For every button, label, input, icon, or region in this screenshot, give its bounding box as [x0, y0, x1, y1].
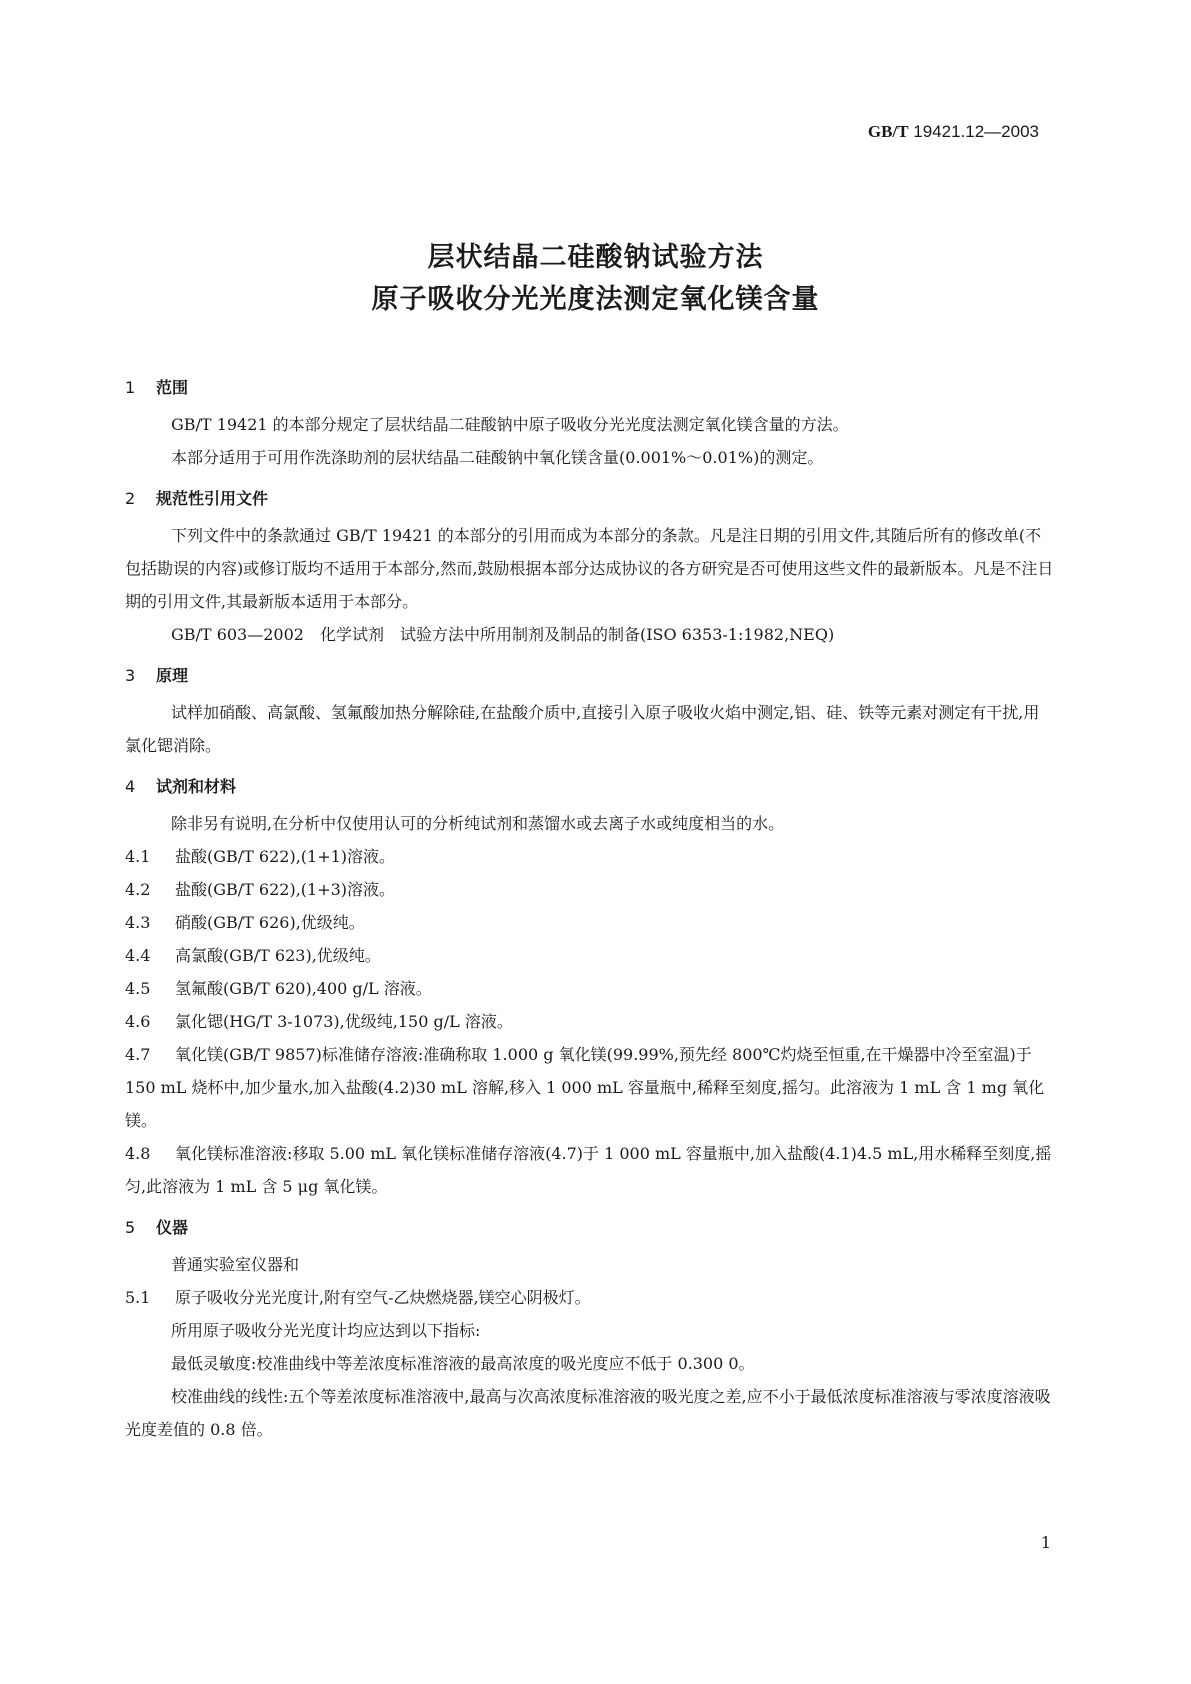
list-item: [125, 1038, 1055, 1137]
item-number: 4.7: [125, 1045, 151, 1064]
item-text: 硝酸(GB/T 626),优级纯。: [175, 913, 365, 932]
page-number: 1: [1040, 1533, 1051, 1552]
section-number: 1: [125, 378, 136, 397]
item-text: 原子吸收分光光度计,附有空气-乙炔燃烧器,镁空心阴极灯。: [175, 1288, 591, 1307]
list-item: [125, 840, 1055, 873]
item-text: 氯化锶(HG/T 3-1073),优级纯,150 g/L 溶液。: [175, 1012, 513, 1031]
section-heading-4: [125, 774, 1055, 797]
paragraph: 所用原子吸收分光光度计均应达到以下指标:: [171, 1321, 481, 1340]
paragraph: 校准曲线的线性:五个等差浓度标准溶液中,最高与次高浓度标准溶液的吸光度之差,应不小于最低浓度标准溶液与零浓度溶液吸光度差值的 0.8 倍。: [125, 1387, 1051, 1439]
paragraph: 除非另有说明,在分析中仅使用认可的分析纯试剂和蒸馏水或去离子水或纯度相当的水。: [171, 814, 785, 833]
section-title: 试剂和材料: [156, 777, 237, 796]
paragraph: 试样加硝酸、高氯酸、氢氟酸加热分解除硅,在盐酸介质中,直接引入原子吸收火焰中测定,铝、硅、铁等元素对测定有干扰,用氯化锶消除。: [125, 703, 1040, 755]
item-number: 4.5: [125, 979, 151, 998]
list-item: [125, 1137, 1055, 1203]
item-text: 盐酸(GB/T 622),(1+3)溶液。: [175, 880, 396, 899]
list-item: [125, 1005, 1055, 1038]
section-title: 原理: [156, 666, 189, 685]
item-number: 4.4: [125, 946, 151, 965]
item-number: 4.6: [125, 1012, 151, 1031]
section-number: 2: [125, 489, 136, 508]
document-body: [125, 375, 1055, 1446]
standard-number: 19421.12—2003: [913, 122, 1039, 141]
standard-prefix: GB/T: [867, 122, 909, 141]
normative-reference: GB/T 603—2002 化学试剂 试验方法中所用制剂及制品的制备(ISO 6353-1:1982,NEQ): [171, 625, 835, 644]
item-text: 高氯酸(GB/T 623),优级纯。: [175, 946, 381, 965]
standard-code: [868, 122, 1039, 142]
paragraph: 下列文件中的条款通过 GB/T 19421 的本部分的引用而成为本部分的条款。凡是注日期的引用文件,其随后所有的修改单(不包括勘误的内容)或修订版均不适用于本部分,然而,鼓励根据本部分达成协议的各方研究是否可使用这些文件的最新版本。凡是不注日期的引用文件,其最新版本适用于本部分。: [125, 526, 1054, 611]
paragraph: 最低灵敏度:校准曲线中等差浓度标准溶液的最高浓度的吸光度应不低于 0.300 0。: [171, 1354, 755, 1373]
list-item: [125, 939, 1055, 972]
item-number: 4.2: [125, 880, 151, 899]
item-text: 盐酸(GB/T 622),(1+1)溶液。: [175, 847, 396, 866]
section-number: 4: [125, 777, 136, 796]
paragraph: 普通实验室仪器和: [171, 1255, 300, 1274]
list-item: [125, 873, 1055, 906]
paragraph: GB/T 19421 的本部分规定了层状结晶二硅酸钠中原子吸收分光光度法测定氧化镁含量的方法。: [171, 415, 849, 434]
list-item: [125, 906, 1055, 939]
item-text: 氢氟酸(GB/T 620),400 g/L 溶液。: [175, 979, 432, 998]
section-title: 范围: [156, 378, 189, 397]
section-number: 5: [125, 1218, 136, 1237]
paragraph: 本部分适用于可用作洗涤助剂的层状结晶二硅酸钠中氧化镁含量(0.001%～0.01%)的测定。: [171, 448, 824, 467]
document-title-line1: 层状结晶二硅酸钠试验方法: [427, 242, 764, 273]
section-number: 3: [125, 666, 136, 685]
item-number: 4.3: [125, 913, 151, 932]
section-title: 仪器: [156, 1218, 189, 1237]
document-title-line2: 原子吸收分光光度法测定氧化镁含量: [371, 284, 820, 315]
item-number: 4.1: [125, 847, 151, 866]
section-heading-3: [125, 663, 1055, 686]
section-heading-2: [125, 486, 1055, 509]
section-heading-5: [125, 1215, 1055, 1238]
item-number: 5.1: [125, 1288, 151, 1307]
item-number: 4.8: [125, 1144, 151, 1163]
section-title: 规范性引用文件: [156, 489, 269, 508]
list-item: [125, 972, 1055, 1005]
item-text: 氧化镁(GB/T 9857)标准储存溶液:准确称取 1.000 g 氧化镁(99.99%,预先经 800℃灼烧至恒重,在干燥器中冷至室温)于 150 mL 烧杯中,加少量水,加入盐酸(4.2)30 mL 溶解,移入 1 000 mL 容量瓶中,稀释至刻度,摇匀。此溶液为 1 mL 含 1 mg 氧化镁。: [125, 1045, 1045, 1130]
item-text: 氧化镁标准溶液:移取 5.00 mL 氧化镁标准储存溶液(4.7)于 1 000 mL 容量瓶中,加入盐酸(4.1)4.5 mL,用水稀释至刻度,摇匀,此溶液为 1 mL 含 5 μg 氧化镁。: [125, 1144, 1052, 1196]
section-heading-1: [125, 375, 1055, 398]
list-item: [125, 1281, 1055, 1314]
